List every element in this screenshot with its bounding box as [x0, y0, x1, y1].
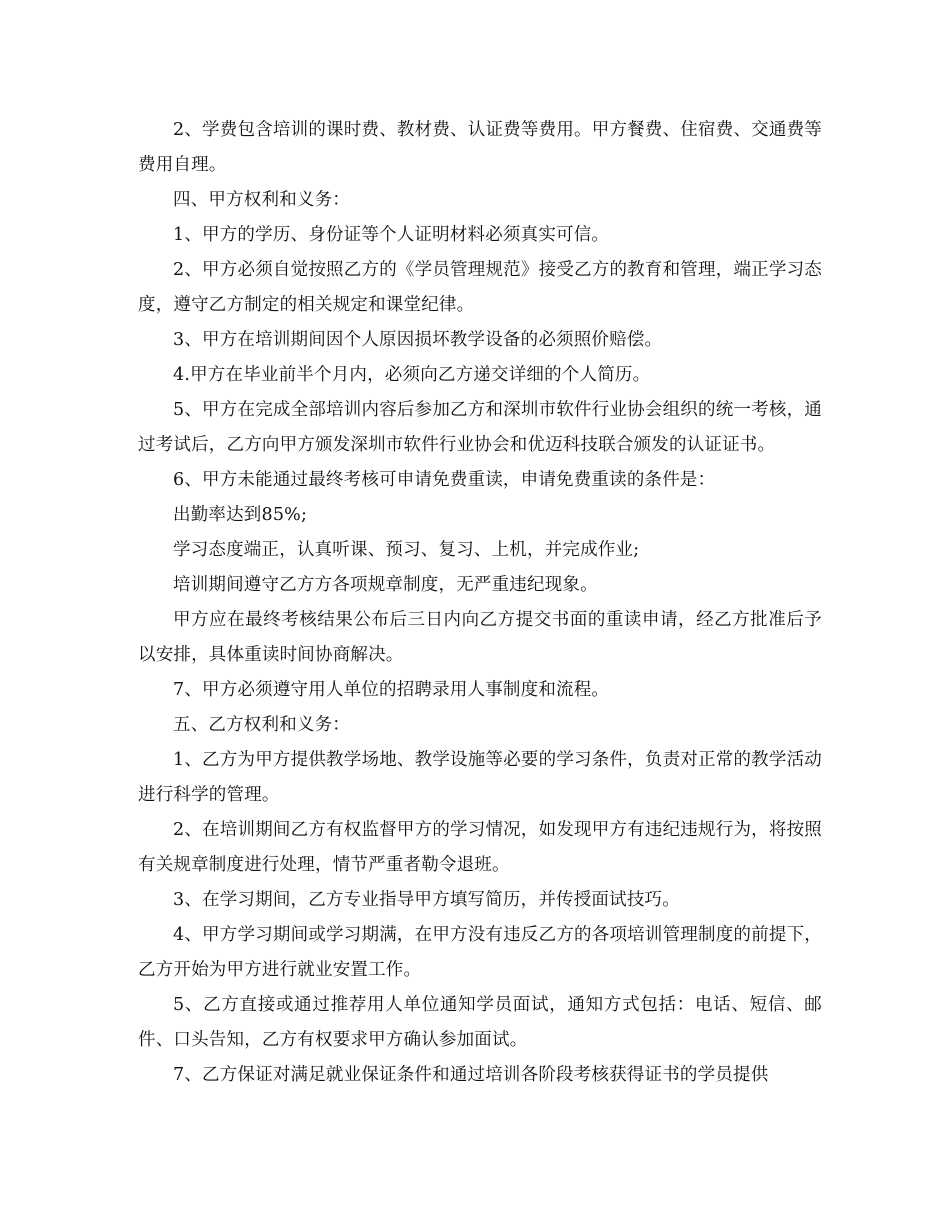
paragraph-b-2: 2、在培训期间乙方有权监督甲方的学习情况，如发现甲方有违纪违规行为，将按照有关规章制度进行处理，情节严重者勒令退班。	[138, 820, 822, 875]
paragraph-a-2: 2、甲方必须自觉按照乙方的《学员管理规范》接受乙方的教育和管理，端正学习态度，遵守乙方制定的相关规定和课堂纪律。	[138, 260, 822, 315]
paragraph-a-7: 7、甲方必须遵守用人单位的招聘录用人事制度和流程。	[173, 680, 610, 700]
paragraph-a-4: 4.甲方在毕业前半个月内，必须向乙方递交详细的个人简历。	[173, 365, 651, 385]
paragraph-a-1: 1、甲方的学历、身份证等个人证明材料必须真实可信。	[173, 225, 610, 245]
condition-discipline: 培训期间遵守乙方方各项规章制度，无严重违纪现象。	[173, 575, 598, 595]
paragraph-b-5: 5、乙方直接或通过推荐用人单位通知学员面试，通知方式包括：电话、短信、邮件、口头告知，乙方有权要求甲方确认参加面试。	[138, 995, 822, 1050]
paragraph-b-7: 7、乙方保证对满足就业保证条件和通过培训各阶段考核获得证书的学员提供	[173, 1065, 769, 1085]
condition-attendance: 出勤率达到85%;	[173, 505, 308, 525]
paragraph-tuition-fees: 2、学费包含培训的课时费、教材费、认证费等费用。甲方餐费、住宿费、交通费等费用自理。	[138, 120, 822, 175]
paragraph-a-6: 6、甲方未能通过最终考核可申请免费重读，申请免费重读的条件是：	[173, 470, 716, 490]
document-page	[138, 113, 822, 1093]
paragraph-a-3: 3、甲方在培训期间因个人原因损坏教学设备的必须照价赔偿。	[173, 330, 663, 350]
paragraph-b-4: 4、甲方学习期间或学习期满，在甲方没有违反乙方的各项培训管理制度的前提下，乙方开始为甲方进行就业安置工作。	[138, 925, 822, 980]
heading-party-b-rights: 五、乙方权利和义务：	[173, 715, 350, 735]
paragraph-a-5: 5、甲方在完成全部培训内容后参加乙方和深圳市软件行业协会组织的统一考核，通过考试后，乙方向甲方颁发深圳市软件行业协会和优迈科技联合颁发的认证证书。	[138, 400, 822, 455]
condition-attitude: 学习态度端正，认真听课、预习、复习、上机，并完成作业;	[173, 540, 640, 560]
paragraph-b-1: 1、乙方为甲方提供教学场地、教学设施等必要的学习条件，负责对正常的教学活动进行科学的管理。	[138, 750, 822, 805]
heading-party-a-rights: 四、甲方权利和义务：	[173, 190, 350, 210]
paragraph-b-3: 3、在学习期间，乙方专业指导甲方填写简历，并传授面试技巧。	[173, 890, 680, 910]
paragraph-reread-application: 甲方应在最终考核结果公布后三日内向乙方提交书面的重读申请，经乙方批准后予以安排，具体重读时间协商解决。	[138, 610, 822, 665]
